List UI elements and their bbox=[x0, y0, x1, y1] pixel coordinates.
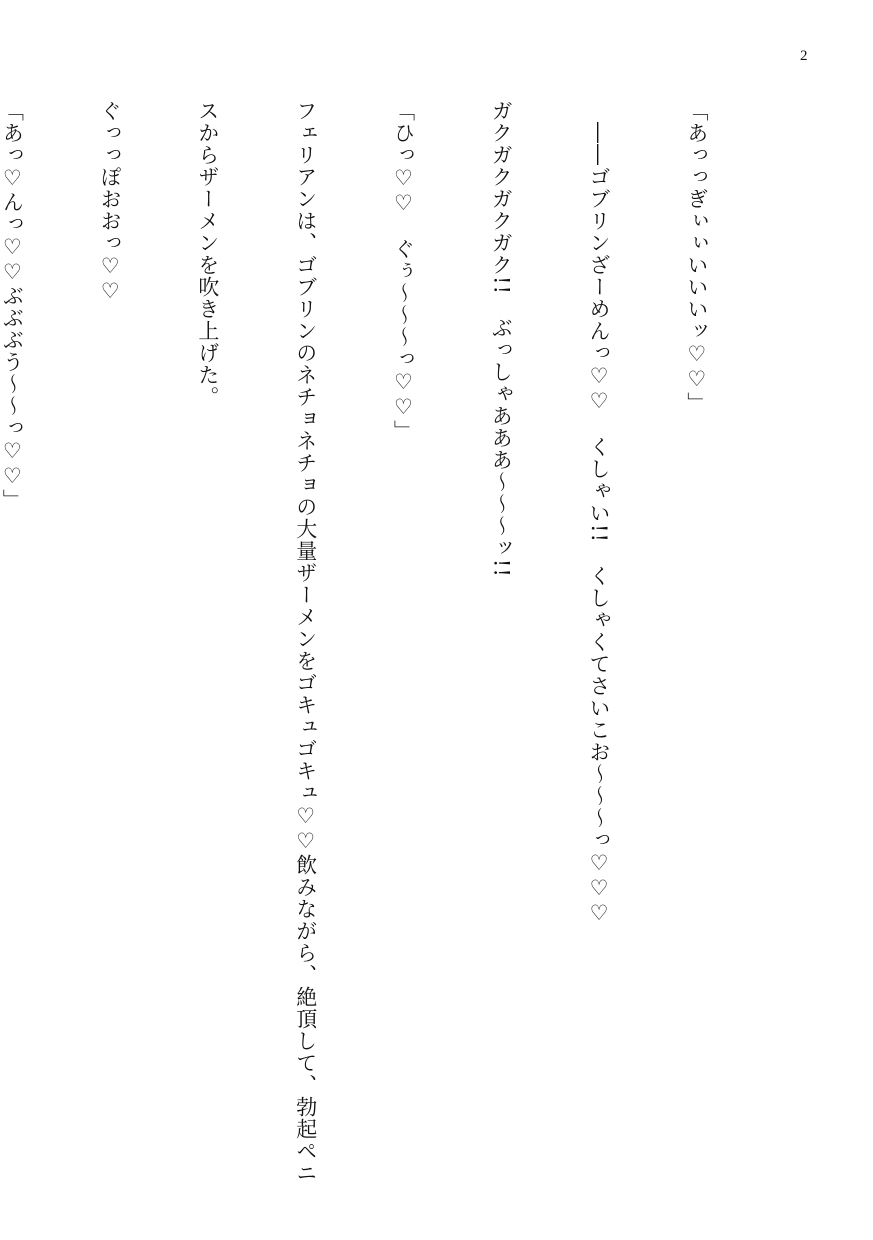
text-line: ガクガクガクガク!! ぶっしゃあああ～～～ッ!! bbox=[489, 100, 514, 578]
text-line: スからザーメンを吹き上げた。 bbox=[195, 100, 220, 408]
page-number: 2 bbox=[800, 48, 808, 64]
text-line: 「あっっぎぃぃいいいッ♡♡」 bbox=[684, 100, 709, 414]
text-line: ――ゴブリンざーめんっ♡♡ くしゃい!! くしゃくてさいこお～～～っ♡♡♡ bbox=[587, 100, 612, 926]
text-line: 「あっ♡んっ♡♡ぶぶぶう～～っ♡♡」 bbox=[0, 100, 25, 511]
text-line: ぐっっぽおおっ♡♡ bbox=[98, 100, 123, 304]
text-line: フェリアンは、ゴブリンのネチョネチョの大量ザーメンをゴキュゴキュ♡♡飲みながら、絶頂して、勃起ペニ bbox=[293, 100, 318, 1184]
vertical-text-body bbox=[0, 100, 778, 1184]
text-line: 「ひっ♡♡ ぐぅ～～～っ♡♡」 bbox=[391, 100, 416, 442]
